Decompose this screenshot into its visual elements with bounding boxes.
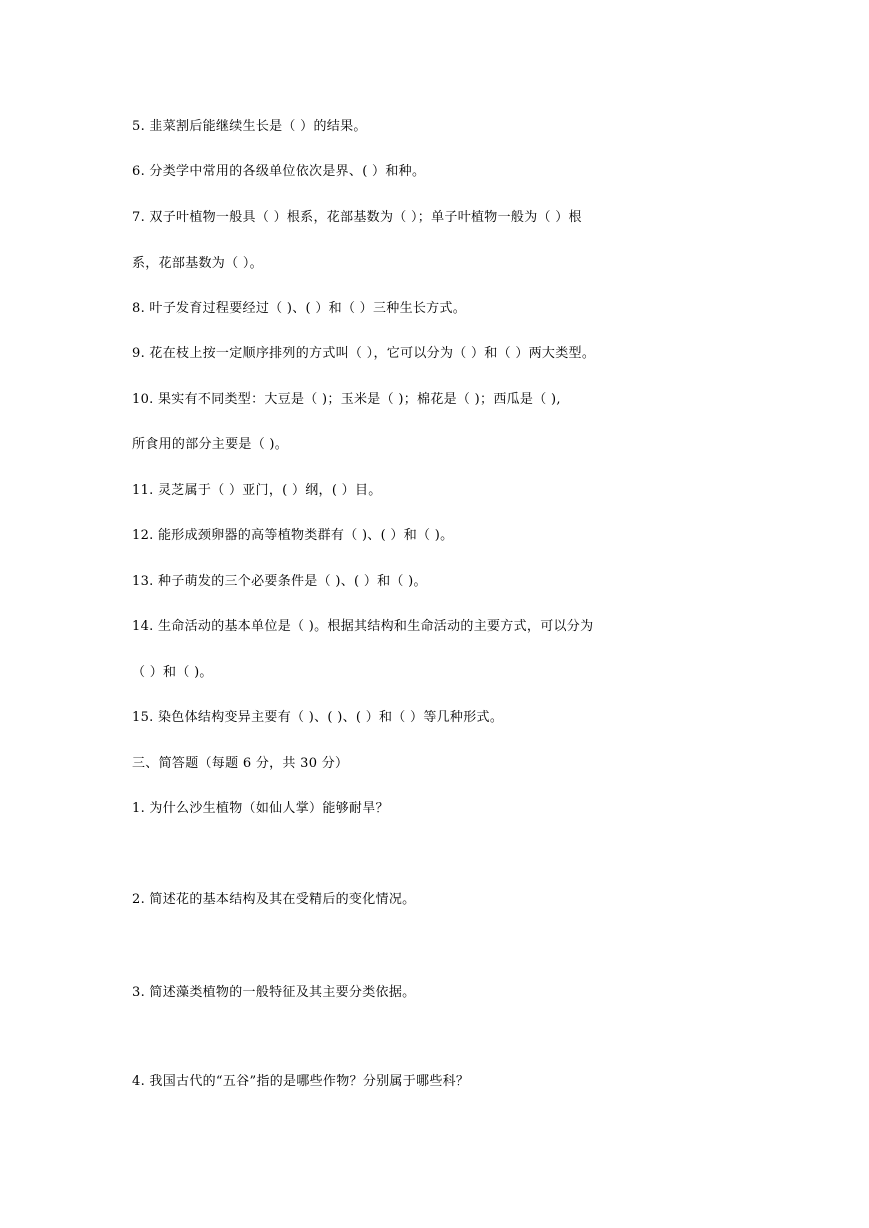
- question-5: 5. 韭菜割后能继续生长是（ ）的结果。: [132, 119, 367, 134]
- question-11: 11. 灵芝属于（ ）亚门，( ）纲，( ）目。: [132, 483, 382, 498]
- question-9: 9. 花在枝上按一定顺序排列的方式叫（ ），它可以分为（ ）和（ ）两大类型。: [132, 346, 596, 361]
- question-14-line-2: （ ）和（ )。: [132, 665, 213, 680]
- short-answer-4: 4. 我国古代的“五谷”指的是哪些作物？分别属于哪些科？: [132, 1074, 470, 1089]
- question-15: 15. 染色体结构变异主要有（ )、( )、( ）和（ ）等几种形式。: [132, 710, 504, 725]
- question-14-line-1: 14. 生命活动的基本单位是（ )。根据其结构和生命活动的主要方式，可以分为: [132, 619, 594, 634]
- short-answer-2: 2. 简述花的基本结构及其在受精后的变化情况。: [132, 892, 416, 907]
- question-8: 8. 叶子发育过程要经过（ )、( ）和（ ）三种生长方式。: [132, 301, 467, 316]
- section-three-heading: 三、简答题（每题 6 分，共 30 分）: [132, 756, 349, 771]
- question-10-line-2: 所食用的部分主要是（ )。: [132, 437, 289, 452]
- question-12: 12. 能形成颈卵器的高等植物类群有（ )、( ）和（ )。: [132, 528, 454, 543]
- question-13: 13. 种子萌发的三个必要条件是（ )、( ）和（ )。: [132, 574, 427, 589]
- short-answer-1: 1. 为什么沙生植物（如仙人掌）能够耐旱？: [132, 801, 389, 816]
- short-answer-3: 3. 简述藻类植物的一般特征及其主要分类依据。: [132, 985, 416, 1000]
- question-6: 6. 分类学中常用的各级单位依次是界、( ）和种。: [132, 164, 426, 179]
- question-10-line-1: 10. 果实有不同类型：大豆是（ )；玉米是（ )；棉花是（ )；西瓜是（ ),: [132, 392, 561, 407]
- question-7-line-1: 7. 双子叶植物一般具（ ）根系，花部基数为（ ）；单子叶植物一般为（ ）根: [132, 210, 582, 225]
- question-7-line-2: 系，花部基数为（ ）。: [132, 256, 263, 271]
